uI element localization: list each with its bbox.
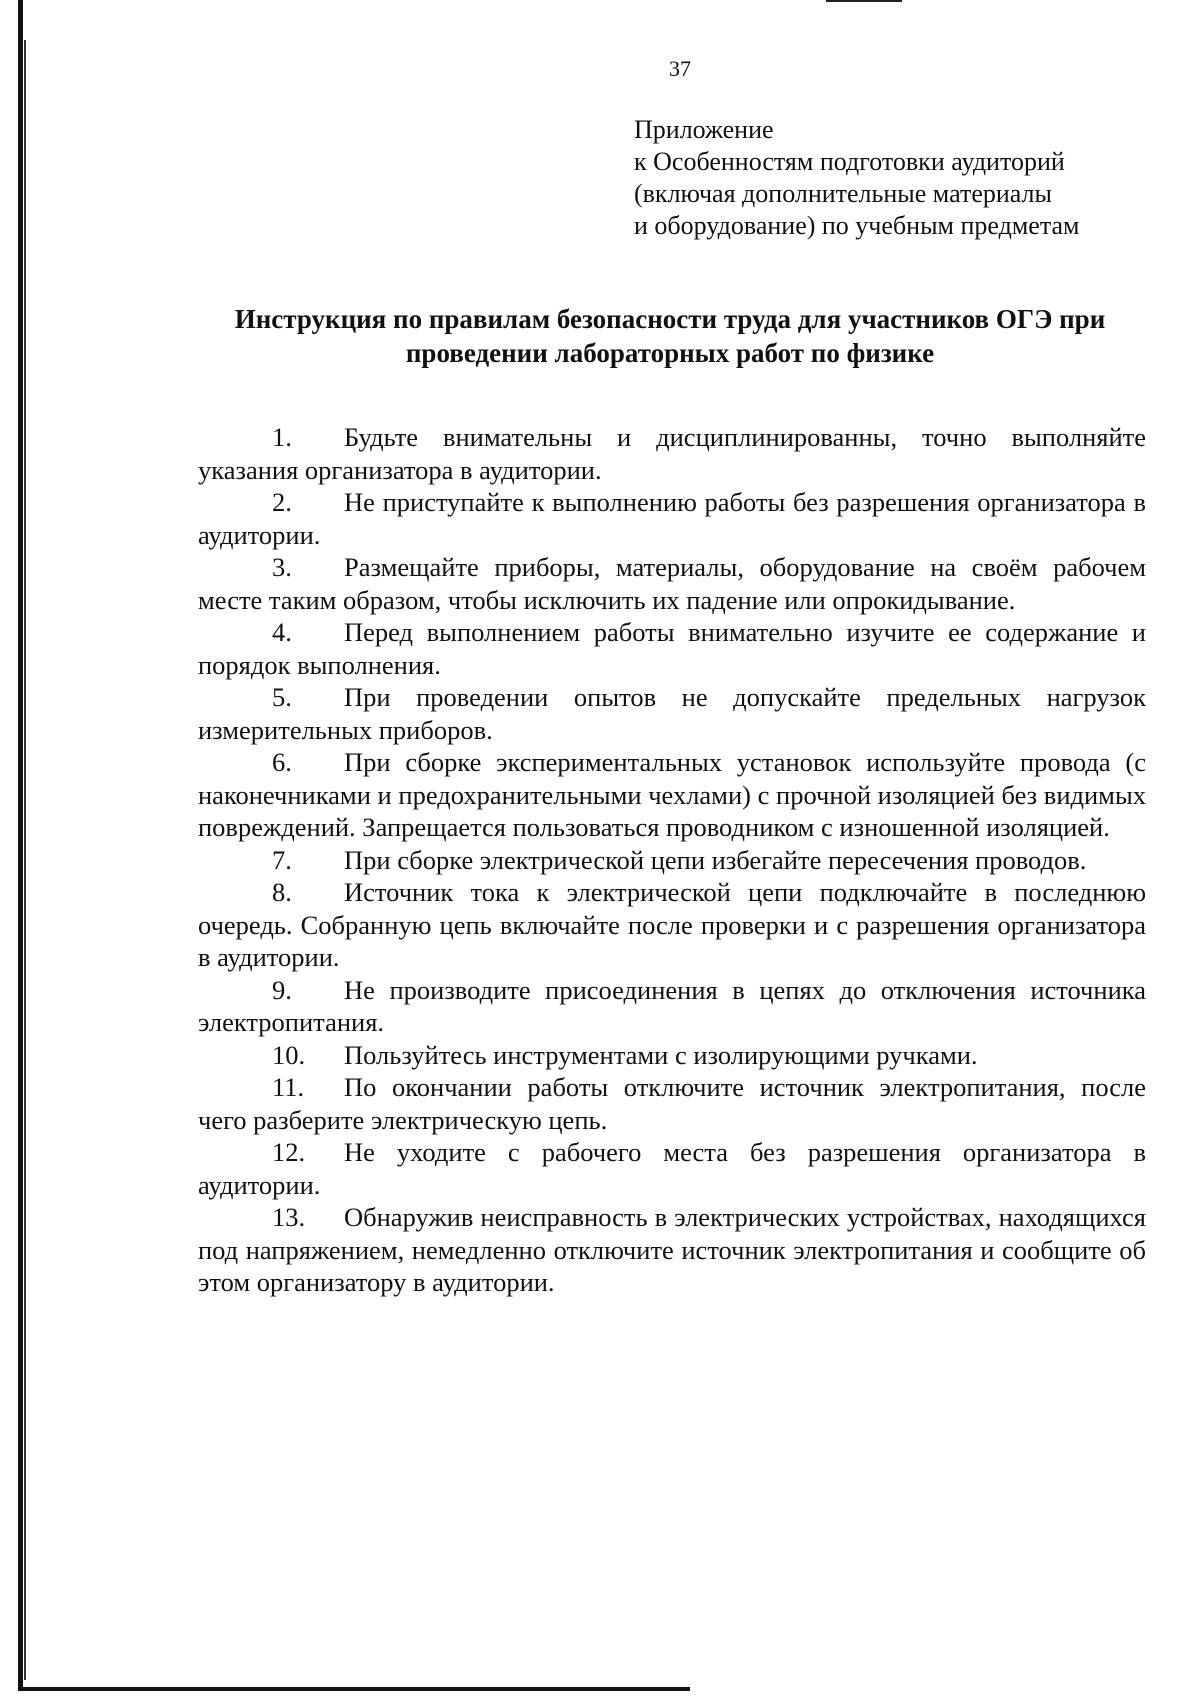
scan-bottom-border — [18, 1687, 690, 1691]
item-text: При сборке экспериментальных установок используйте провода (с наконечниками и предохранительными чехлами) с прочной изоляцией без видимых повреждений. Запрещается пользоваться проводником с изношенной изоляцией. — [198, 747, 1146, 842]
list-item — [198, 1071, 1146, 1136]
item-number: 4. — [272, 617, 292, 647]
list-item — [198, 844, 1146, 877]
scan-top-mark — [826, 0, 902, 2]
list-item — [198, 616, 1146, 681]
item-text: Перед выполнением работы внимательно изучите ее содержание и порядок выполнения. — [198, 617, 1146, 680]
item-number: 6. — [272, 747, 292, 777]
appendix-line: Приложение — [634, 115, 774, 144]
item-number: 7. — [272, 844, 292, 875]
list-item — [198, 876, 1146, 974]
appendix-line: (включая дополнительные материалы — [634, 179, 1052, 208]
item-number: 11. — [272, 1072, 305, 1102]
list-item — [198, 1201, 1146, 1299]
list-item — [198, 1136, 1146, 1201]
title-line-1: Инструкция по правилам безопасности труда для участников ОГЭ при — [234, 304, 1106, 334]
item-text: Обнаружив неисправность в электрических устройствах, находящихся под напряжением, немедленно отключите источник электропитания и сообщите об этом организатору в аудитории. — [198, 1202, 1146, 1297]
item-text: Источник тока к электрической цепи подключайте в последнюю очередь. Собранную цепь включайте после проверки и с разрешения организатора в аудитории. — [198, 877, 1146, 972]
item-number: 10. — [272, 1039, 306, 1070]
item-number: 9. — [272, 974, 292, 1005]
scan-left-border — [18, 0, 23, 1690]
item-number: 8. — [272, 877, 292, 907]
title-line-2: проведении лабораторных работ по физике — [405, 338, 935, 368]
item-number: 3. — [272, 552, 292, 582]
page-number: 37 — [669, 56, 691, 81]
item-number: 2. — [272, 487, 292, 517]
list-item — [198, 486, 1146, 551]
list-item — [198, 421, 1146, 486]
item-number: 12. — [272, 1137, 306, 1167]
item-text: Будьте внимательны и дисциплинированны, точно выполняйте указания организатора в аудитории. — [198, 422, 1146, 485]
list-item — [198, 681, 1146, 746]
list-item — [198, 551, 1146, 616]
item-text: Не производите присоединения в цепях до отключения источника электропитания. — [198, 974, 1146, 1037]
item-number: 5. — [272, 682, 292, 712]
list-item — [198, 1039, 1146, 1072]
item-number: 1. — [272, 422, 292, 452]
item-text: При проведении опытов не допускайте предельных нагрузок измерительных приборов. — [198, 682, 1146, 745]
item-text: По окончании работы отключите источник электропитания, после чего разберите электрическую цепь. — [198, 1072, 1146, 1135]
item-text: Размещайте приборы, материалы, оборудование на своём рабочем месте таким образом, чтобы исключить их падение или опрокидывание. — [198, 552, 1146, 615]
item-text: Не приступайте к выполнению работы без разрешения организатора в аудитории. — [198, 487, 1146, 550]
item-number: 13. — [272, 1202, 306, 1232]
document-title — [190, 302, 1150, 370]
item-text: Пользуйтесь инструментами с изолирующими ручками. — [344, 1039, 978, 1070]
list-item — [198, 746, 1146, 844]
item-text: При сборке электрической цепи избегайте пересечения проводов. — [344, 844, 1087, 875]
instruction-list — [198, 421, 1146, 1299]
appendix-header — [634, 114, 1080, 242]
appendix-line: и оборудование) по учебным предметам — [634, 211, 1080, 240]
list-item — [198, 974, 1146, 1039]
scan-left-border-inner — [24, 40, 26, 1680]
item-text: Не уходите с рабочего места без разрешения организатора в аудитории. — [198, 1137, 1146, 1200]
appendix-line: к Особенностям подготовки аудиторий — [634, 147, 1065, 176]
